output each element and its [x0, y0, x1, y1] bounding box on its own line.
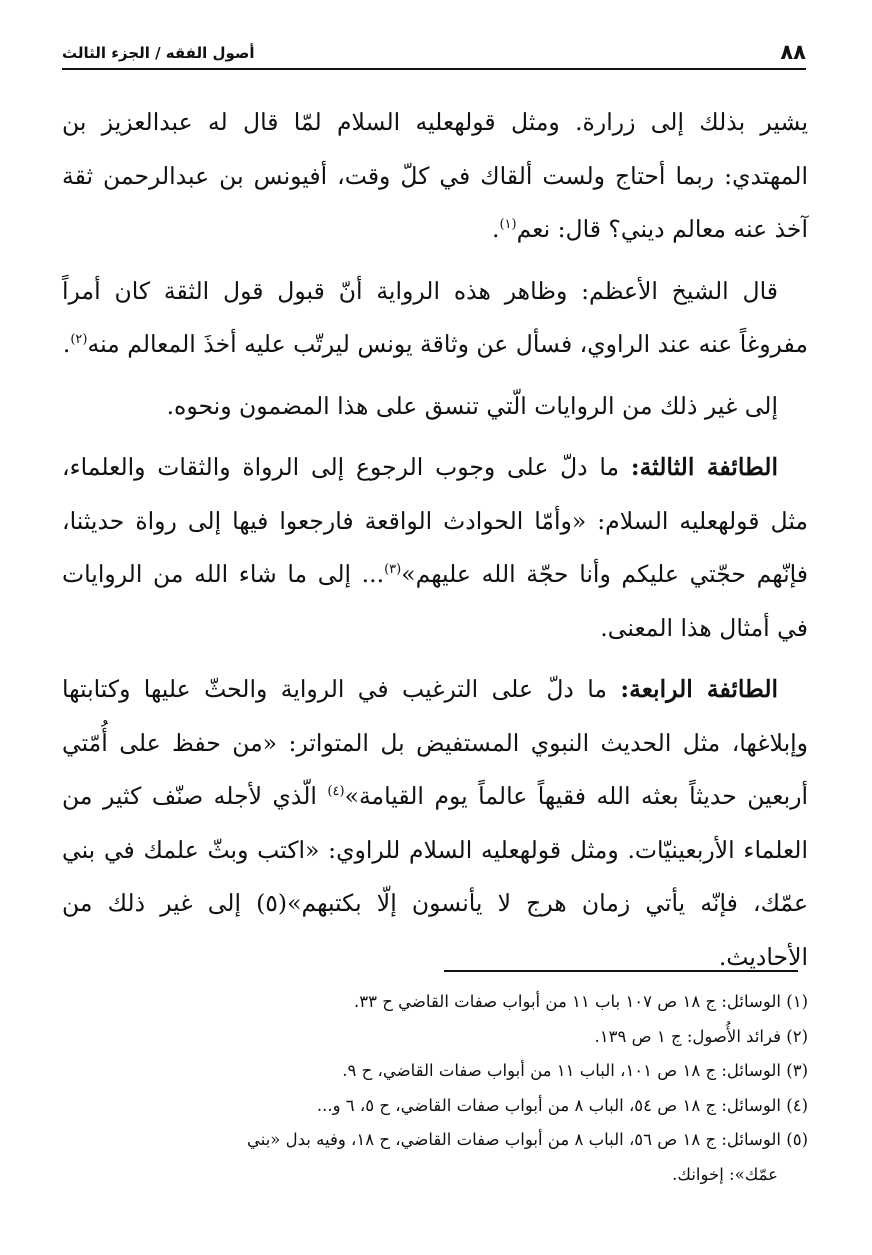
paragraph-3 [62, 380, 808, 434]
footnote-4: (٤) الوسائل: ج ١٨ ص ٥٤، الباب ٨ من أبواب صفات القاضي، ح ٥، ٦ و... [316, 1095, 808, 1115]
running-title: أصول الفقه / الجزء الثالث [62, 44, 255, 62]
footnote-ref: (٣) [384, 562, 402, 578]
footnote-3: (٣) الوسائل: ج ١٨ ص ١٠١، الباب ١١ من أبواب صفات القاضي، ح ٩. [342, 1061, 808, 1080]
paragraph-5 [62, 663, 808, 984]
paragraph-tail: . [491, 215, 500, 243]
paragraph-text: يشير بذلك إلى زرارة. ومثل قولهعليه السلام لمّا قال له عبدالعزيز بن المهتدي: ربما أحتاج ولست ألقاك في كلّ وقت، أفيونس بن عبدالرحمن ثقة آخذ عنه معالم ديني؟ قال: نعم [62, 108, 808, 243]
paragraph-1 [62, 96, 808, 257]
paragraph-2 [62, 265, 808, 372]
page-header [62, 30, 806, 70]
footnote-separator [444, 970, 798, 972]
paragraph-4 [62, 441, 808, 655]
footnote-5: (٥) الوسائل: ج ١٨ ص ٥٦، الباب ٨ من أبواب صفات القاضي، ح ١٨، وفيه بدل «بني [246, 1130, 808, 1149]
footnote-1: (١) الوسائل: ج ١٨ ص ١٠٧ باب ١١ من أبواب صفات القاضي ح ٣٣. [354, 992, 808, 1011]
footnote-5-continued: عمّك»: إخوانك. [672, 1164, 778, 1184]
main-text [62, 96, 808, 992]
paragraph-text: ما دلّ على الترغيب في الرواية والحثّ عليها وكتابتها وإبلاغها، مثل الحديث النبوي المستفيض بل المتواتر: «من حفظ على أُمّتي أربعين حديثاً بعثه الله فقيهاً عالماً يوم القيامة» [62, 675, 809, 810]
page-number: ٨٨ [780, 40, 806, 64]
paragraph-text: قال الشيخ الأعظم: وظاهر هذه الرواية أنّ قبول قول الثقة كان أمراً مفروغاً عنه عند الراوي، فسأل عن وثاقة يونس ليرتّب عليه أخذَ المعالم منه [62, 276, 808, 358]
paragraph-lead: الطائفة الرابعة: [620, 675, 779, 703]
paragraph-text: ما دلّ على وجوب الرجوع إلى الرواة والثقات والعلماء، مثل قولهعليه السلام: «وأمّا الحوادث الواقعة فارجعوا فيها إلى رواة حديثنا، فإنّهم حجّتي عليكم وأنا حجّة الله عليهم» [62, 453, 809, 588]
footnote-ref: (٢) [70, 332, 88, 348]
paragraph-tail: . [62, 330, 71, 358]
paragraph-tail: الّذي لأجله صنّف كثير من العلماء الأربعينيّات. ومثل قولهعليه السلام للراوي: «اكتب وبثّ علمك في بني عمّك، فإنّه يأتي زمان هرج لا يأنسون إلّا بكتبهم»(٥) إلى غير ذلك من الأحاديث. [62, 782, 808, 971]
paragraph-tail: ... إلى ما شاء الله من الروايات في أمثال هذا المعنى. [62, 560, 808, 642]
paragraph-lead: الطائفة الثالثة: [630, 453, 778, 481]
footnote-ref: (٤) [327, 784, 345, 800]
paragraph-text: إلى غير ذلك من الروايات الّتي تنسق على هذا المضمون ونحوه. [166, 391, 778, 420]
footnote-2: (٢) فرائد الأُصول: ج ١ ص ١٣٩. [594, 1026, 808, 1046]
footnote-ref: (١) [499, 217, 517, 233]
footnotes [62, 985, 808, 1192]
